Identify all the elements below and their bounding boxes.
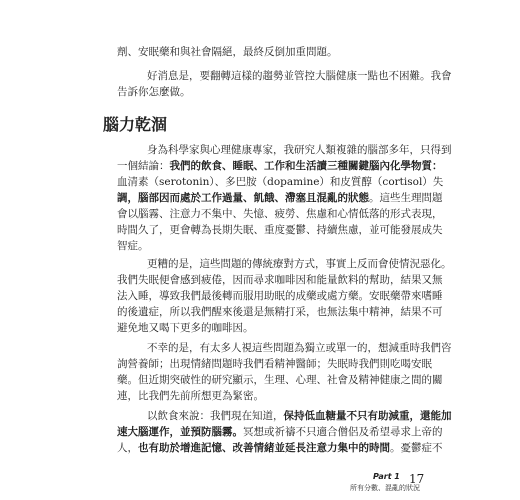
section-heading: 腦力乾涸	[103, 115, 168, 134]
bold-text: 調，腦部因而處於工作過量、飢餓、滯塞且混亂的狀態	[117, 192, 369, 204]
text-line: 連，比我們先前所想更為緊密。	[117, 390, 264, 402]
text-span: 一個結論：	[117, 160, 170, 172]
text-line: 的後遺症，所以我們醒來後還是無精打采，也無法集中精神，結果不可	[117, 306, 443, 318]
text-line: 時間久了，更會轉為長期失眠、重度憂鬱、持續焦慮，並可能發展成失	[117, 224, 443, 236]
text-line: 會以腦霧、注意力不集中、失憶、疲勞、焦慮和心情低落的形式表現，	[117, 208, 443, 220]
text-span: 冥想或祈禱不只適合僧侶及希望尋求上帝的	[243, 426, 443, 438]
text-line: 更糟的是，這些問題的傳統療對方式，事實上反而會使情況惡化。	[147, 258, 452, 270]
text-line: 法入睡，導致我們最後轉而服用助眠的成藥或處方藥。安眠藥帶來嗜睡	[117, 290, 443, 302]
text-line	[117, 440, 443, 456]
bold-text: 保持低血糖量不只有助減重，還能加	[283, 410, 452, 422]
text-line	[117, 424, 443, 440]
text-span: 人，	[117, 442, 138, 454]
footer-part-label: Part 1	[373, 472, 400, 481]
text-line: 藥。但近期突破性的研究顯示，生理、心理、社會及精神健康之間的關	[117, 374, 443, 386]
text-line: 身為科學家與心理健康專家，我研究人類複雜的腦部多年，只得到	[147, 144, 452, 156]
bold-text-line: 血清素（serotonin）、多巴胺（dopamine）和皮質醇（cortisol）失	[117, 176, 444, 188]
page-number: 17	[409, 472, 425, 486]
text-line: 劑、安眠藥和與社會隔絕，最終反倒加重問題。	[117, 46, 338, 58]
footer-chapter-title: 所有分數、混亂的狀況	[350, 484, 420, 492]
bold-text: 也有助於增進記憶、改善情緒並延長注意力集中的時間	[138, 442, 390, 454]
text-line	[117, 158, 443, 174]
text-line: 告訴你怎麼做。	[117, 86, 191, 98]
text-line	[117, 190, 443, 206]
text-line: 好消息是，要翻轉這樣的趨勢並管控大腦健康一點也不困難。我會	[147, 70, 452, 82]
text-line: 不幸的是，有太多人視這些問題為獨立或單一的，想減重時我們咨	[147, 342, 452, 354]
text-span: 。這些生理問題	[369, 192, 443, 204]
text-span: 以飲食來說：我們現在知道，	[147, 410, 284, 422]
text-line	[147, 408, 452, 424]
text-line: 智症。	[117, 240, 149, 252]
text-line: 詢營養師；出現情緒問題時我們看精神醫師；失眠時我們則吃喝安眠	[117, 358, 432, 370]
text-line: 避免地又喝下更多的咖啡因。	[117, 322, 254, 334]
bold-text: 速大腦運作，並預防腦霧。	[117, 426, 243, 438]
bold-text: 我們的飲食、睡眠、工作和生活讀三種關鍵腦內化學物質：	[169, 160, 443, 172]
text-span: 。憂鬱症不	[390, 442, 443, 454]
text-line: 我們失眠便會感到疲倦，因而尋求咖啡因和能量飲料的幫助，結果又無	[117, 274, 443, 286]
